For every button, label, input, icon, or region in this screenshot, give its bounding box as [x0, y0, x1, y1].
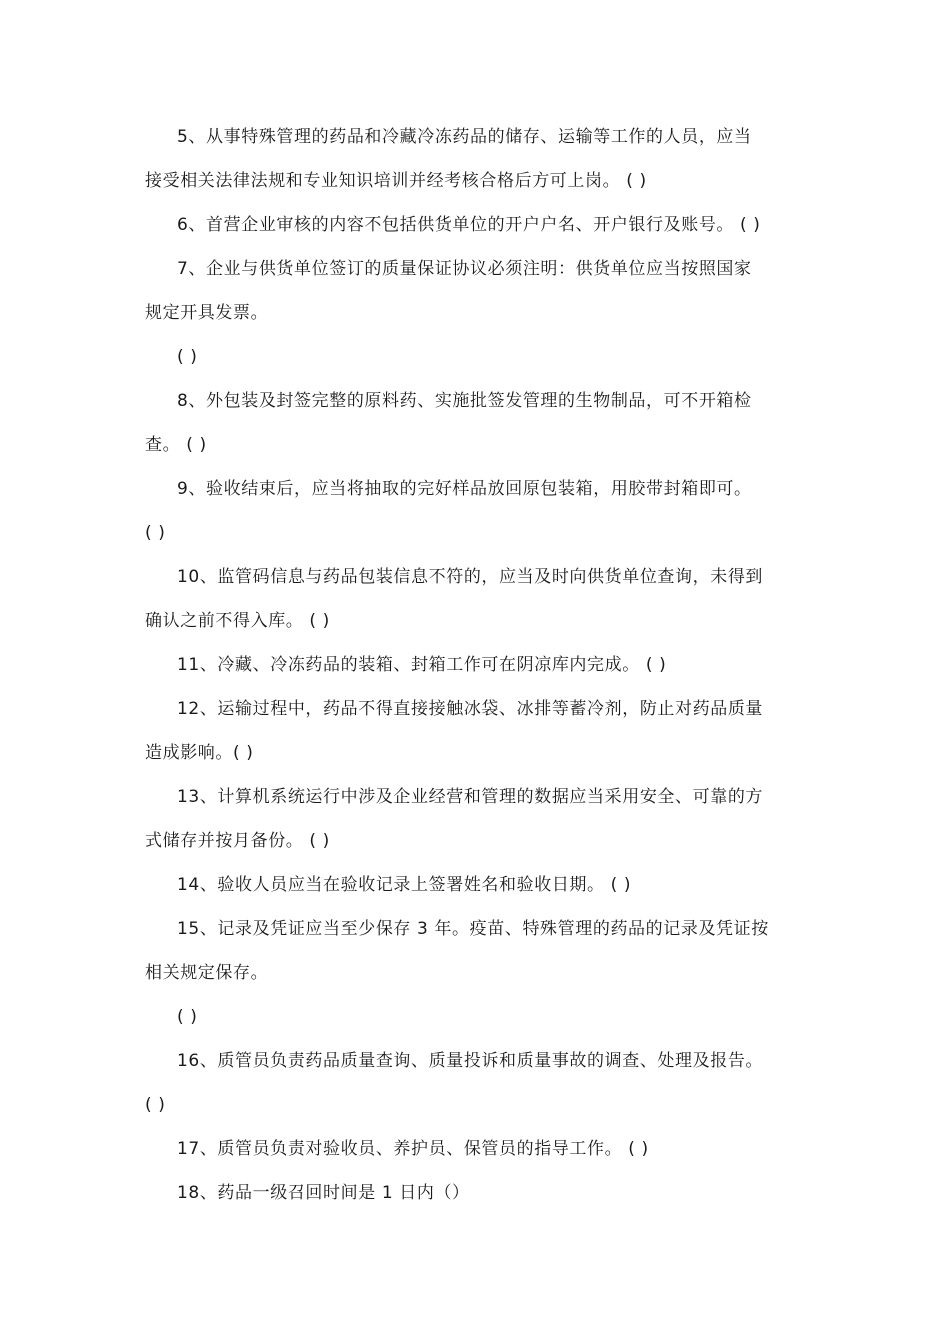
question-16-line-1: 16、质管员负责药品质量查询、质量投诉和质量事故的调查、处理及报告。 — [177, 1051, 764, 1071]
question-7-answer: ( ) — [177, 347, 198, 367]
question-15-line-2: 相关规定保存。 — [145, 963, 269, 983]
question-12-line-2: 造成影响。( ) — [145, 743, 254, 763]
question-10-line-1: 10、监管码信息与药品包装信息不符的，应当及时向供货单位查询，未得到 — [177, 567, 764, 587]
question-8-line-2: 查。 ( ) — [145, 435, 207, 455]
question-9-line-1: 9、验收结束后，应当将抽取的完好样品放回原包装箱，用胶带封箱即可。 — [177, 479, 752, 499]
question-7-line-2: 规定开具发票。 — [145, 303, 269, 323]
question-11-line-1: 11、冷藏、冷冻药品的装箱、封箱工作可在阴凉库内完成。 ( ) — [177, 655, 667, 675]
question-16-answer: ( ) — [145, 1095, 166, 1115]
question-5-line-1: 5、从事特殊管理的药品和冷藏冷冻药品的储存、运输等工作的人员，应当 — [177, 127, 752, 147]
question-17-line-1: 17、质管员负责对验收员、养护员、保管员的指导工作。 ( ) — [177, 1139, 649, 1159]
question-14-line-1: 14、验收人员应当在验收记录上签署姓名和验收日期。 ( ) — [177, 875, 632, 895]
question-15-answer: ( ) — [177, 1007, 198, 1027]
question-5-line-2: 接受相关法律法规和专业知识培训并经考核合格后方可上岗。 ( ) — [145, 171, 647, 191]
question-7-line-1: 7、企业与供货单位签订的质量保证协议必须注明：供货单位应当按照国家 — [177, 259, 752, 279]
question-15-line-1: 15、记录及凭证应当至少保存 3 年。疫苗、特殊管理的药品的记录及凭证按 — [177, 919, 769, 939]
question-13-line-2: 式储存并按月备份。 ( ) — [145, 831, 330, 851]
question-13-line-1: 13、计算机系统运行中涉及企业经营和管理的数据应当采用安全、可靠的方 — [177, 787, 764, 807]
question-9-answer: ( ) — [145, 523, 166, 543]
question-6-line-1: 6、首营企业审核的内容不包括供货单位的开户户名、开户银行及账号。 ( ) — [177, 215, 761, 235]
question-18-line-1: 18、药品一级召回时间是 1 日内（） — [177, 1183, 470, 1203]
question-12-line-1: 12、运输过程中，药品不得直接接触冰袋、冰排等蓄冷剂，防止对药品质量 — [177, 699, 764, 719]
question-8-line-1: 8、外包装及封签完整的原料药、实施批签发管理的生物制品，可不开箱检 — [177, 391, 752, 411]
question-10-line-2: 确认之前不得入库。 ( ) — [145, 611, 330, 631]
